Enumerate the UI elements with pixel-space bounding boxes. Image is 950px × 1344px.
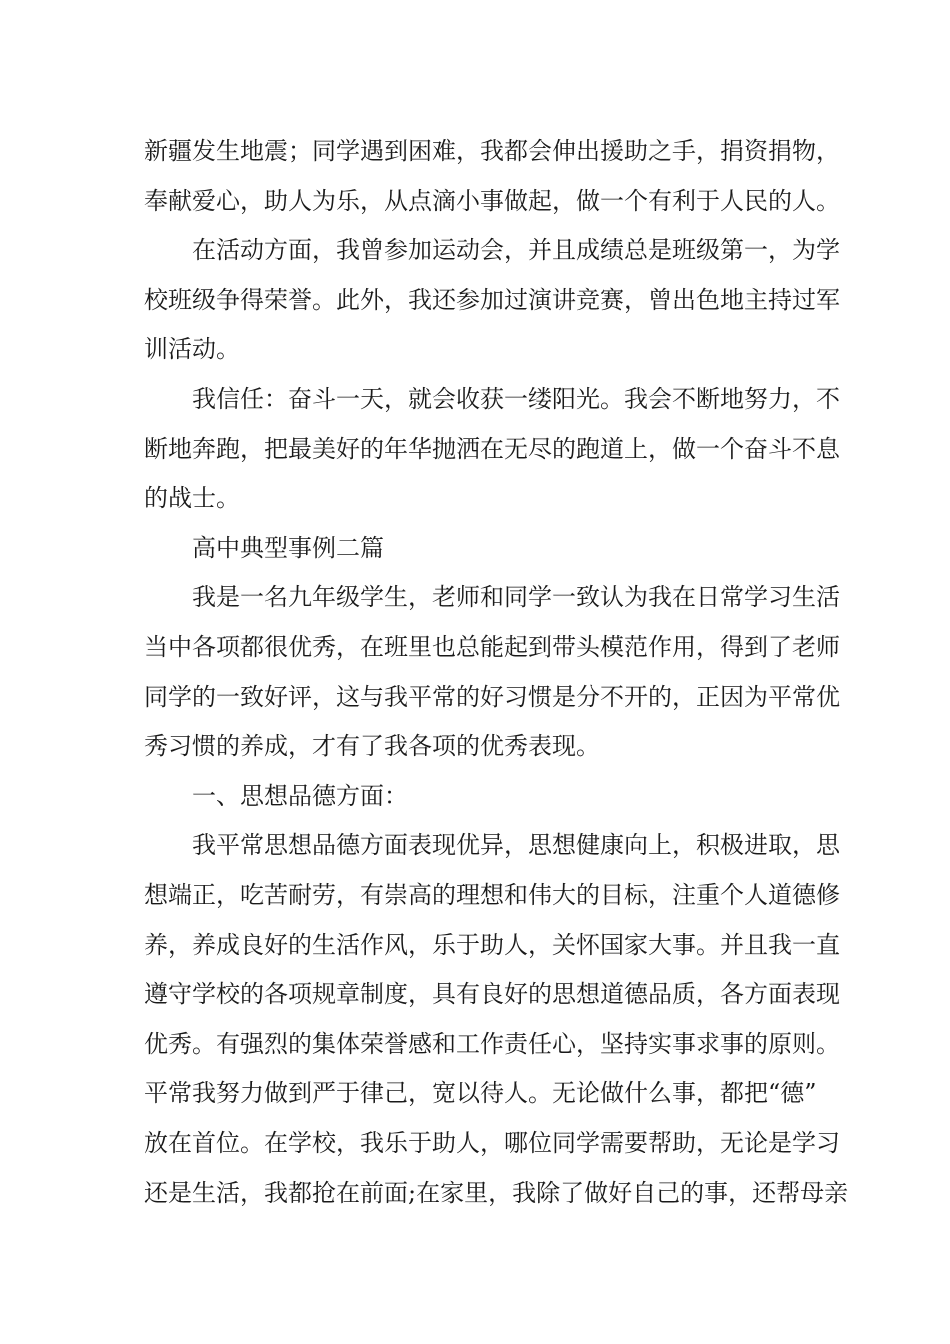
text-line: 新疆发生地震；同学遇到困难，我都会伸出援助之手，捐资捐物， (144, 137, 840, 165)
text-line: 的战士。 (144, 484, 240, 512)
text-line: 平常我努力做到严于律己，宽以待人。无论做什么事，都把“德” (144, 1079, 817, 1107)
text-line: 当中各项都很优秀，在班里也总能起到带头模范作用，得到了老师 (144, 633, 840, 661)
text-line: 同学的一致好评，这与我平常的好习惯是分不开的，正因为平常优 (144, 683, 840, 711)
text-line: 校班级争得荣誉。此外，我还参加过演讲竞赛，曾出色地主持过军 (144, 286, 840, 314)
text-line: 训活动。 (144, 335, 240, 363)
text-line: 放在首位。在学校，我乐于助人，哪位同学需要帮助，无论是学习 (144, 1129, 840, 1157)
text-line: 一、思想品德方面： (192, 782, 408, 810)
text-line: 想端正，吃苦耐劳，有崇高的理想和伟大的目标，注重个人道德修 (144, 881, 840, 909)
text-line: 我平常思想品德方面表现优异，思想健康向上，积极进取，思 (192, 831, 840, 859)
text-line: 养，养成良好的生活作风，乐于助人，关怀国家大事。并且我一直 (144, 931, 840, 959)
text-line: 遵守学校的各项规章制度，具有良好的思想道德品质，各方面表现 (144, 980, 840, 1008)
text-line: 优秀。有强烈的集体荣誉感和工作责任心，坚持实事求事的原则。 (144, 1030, 840, 1058)
text-line: 高中典型事例二篇 (192, 534, 384, 562)
text-line: 我是一名九年级学生，老师和同学一致认为我在日常学习生活 (192, 583, 840, 611)
text-line: 还是生活，我都抢在前面;在家里，我除了做好自己的事，还帮母亲 (144, 1179, 849, 1207)
text-line: 我信任：奋斗一天，就会收获一缕阳光。我会不断地努力，不 (192, 385, 840, 413)
text-line: 奉献爱心，助人为乐，从点滴小事做起，做一个有利于人民的人。 (144, 187, 840, 215)
text-line: 断地奔跑，把最美好的年华抛洒在无尽的跑道上，做一个奋斗不息 (144, 435, 840, 463)
text-line: 秀习惯的养成，才有了我各项的优秀表现。 (144, 732, 600, 760)
text-line: 在活动方面，我曾参加运动会，并且成绩总是班级第一，为学 (192, 236, 840, 264)
